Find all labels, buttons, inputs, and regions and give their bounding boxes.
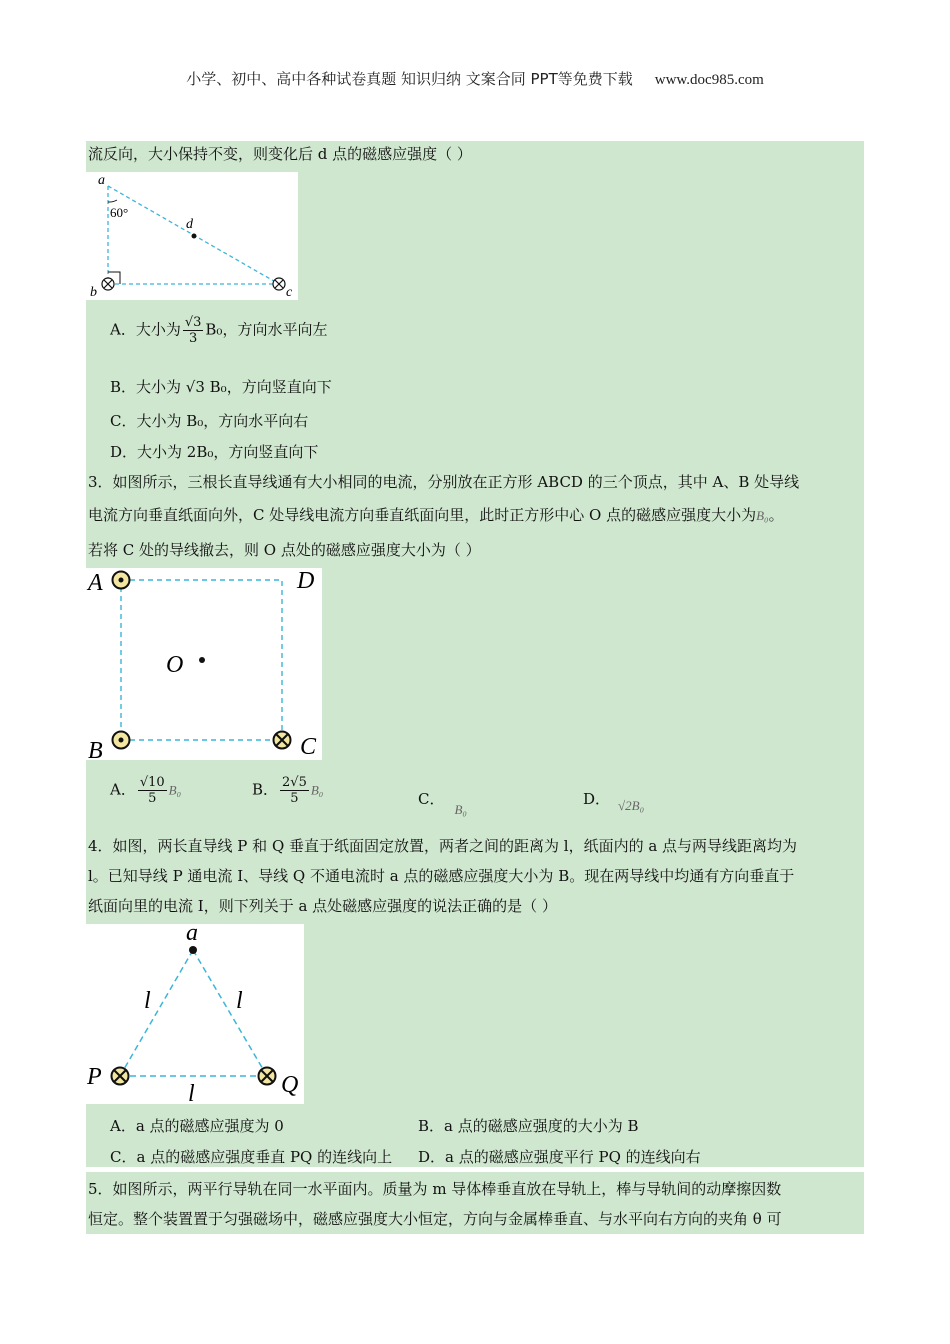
q2-option-a-denominator: 3 [188, 331, 198, 346]
q3-wire-c-into-page-icon [274, 732, 291, 749]
q3-option-a-numerator: √10 [139, 775, 165, 790]
q2-wire-b-into-page-icon [102, 278, 114, 290]
q4-label-l-right: l [236, 988, 243, 1014]
q4-label-a: a [186, 924, 198, 946]
q3-option-d-b0: √2B₀ [618, 798, 645, 813]
q2-option-a-tail: B₀，方向水平向左 [205, 320, 328, 339]
q3-option-b[interactable] [252, 775, 323, 806]
q4-line3: 纸面向里的电流 I，则下列关于 a 点处磁感应强度的说法正确的是（ ） [88, 897, 557, 915]
q2-option-a-numerator: √3 [184, 315, 202, 330]
q3-wire-b-out-of-page-icon [113, 732, 130, 749]
q4-label-q: Q [281, 1072, 299, 1098]
q3-option-a-label: A． [110, 780, 136, 799]
q3-option-b-numerator: 2√5 [282, 775, 307, 790]
q5-line2: 恒定。整个装置置于匀强磁场中，磁感应强度大小恒定，方向与金属棒垂直、与水平向右方向的夹角 θ 可 [88, 1210, 782, 1228]
q4-wire-q-into-page-icon [259, 1068, 276, 1085]
q2-point-d [192, 234, 197, 239]
q2-angle-arc [108, 200, 117, 202]
q3-option-d-label: D． [583, 790, 611, 808]
q4-figure-triangle [86, 924, 304, 1104]
q4-side-ap [120, 950, 193, 1076]
q3-line2 [88, 505, 784, 526]
q2-wire-c-into-page-icon [273, 278, 285, 290]
q2-option-a[interactable] [110, 315, 327, 346]
q2-option-c[interactable]: C．大小为 B₀，方向水平向右 [110, 412, 309, 430]
q3-option-a-b0: B₀ [168, 782, 182, 798]
q4-option-d[interactable]: D．a 点的磁感应强度平行 PQ 的连线向右 [418, 1148, 701, 1166]
q4-label-l-bottom: l [188, 1081, 195, 1104]
q3-option-a[interactable] [110, 775, 181, 806]
q3-option-a-denominator: 5 [148, 791, 157, 806]
q2-line1: 流反向，大小保持不变，则变化后 d 点的磁感应强度（ ） [88, 145, 472, 163]
q3-label-b: B [88, 738, 103, 760]
header-site-link[interactable]: www.doc985.com [654, 72, 764, 88]
q2-label-c: c [286, 285, 293, 300]
q3-option-b-fraction [280, 775, 309, 806]
q4-point-a [189, 946, 197, 954]
q3-option-b-denominator: 5 [290, 791, 299, 806]
q2-option-d[interactable]: D．大小为 2B₀，方向竖直向下 [110, 443, 319, 461]
q2-figure-triangle [86, 172, 298, 300]
q3-option-a-fraction [138, 775, 167, 806]
q4-label-l-left: l [144, 988, 151, 1014]
q3-label-o: O [166, 652, 184, 678]
q3-option-b-b0: B₀ [310, 782, 324, 798]
q3-option-b-label: B． [252, 780, 279, 799]
q5-line1: 5．如图所示，两平行导轨在同一水平面内。质量为 m 导体棒垂直放在导轨上，棒与导轨间的动摩擦因数 [88, 1180, 782, 1198]
q2-label-angle: 60° [110, 205, 129, 220]
q2-option-a-prefix: A．大小为 [110, 320, 181, 339]
q2-option-a-fraction [183, 315, 204, 346]
q4-line1: 4．如图，两长直导线 P 和 Q 垂直于纸面固定放置，两者之间的距离为 l，纸面内的 a 点与两导线距离均为 [88, 837, 798, 855]
q4-wire-p-into-page-icon [112, 1068, 129, 1085]
q3-label-a: A [88, 570, 103, 596]
q4-option-b[interactable]: B．a 点的磁感应强度的大小为 B [418, 1117, 639, 1135]
q3-line2-text: 电流方向垂直纸面向外，C 处导线电流方向垂直纸面向里，此时正方形中心 O 点的磁感应强度大小为 [88, 506, 757, 524]
q2-label-a: a [98, 173, 105, 188]
q2-option-b[interactable]: B．大小为 √3 B₀，方向竖直向下 [110, 378, 332, 396]
q3-line2-end: 。 [768, 506, 784, 524]
page-header [0, 68, 950, 89]
q3-label-d: D [297, 568, 315, 594]
header-text: 小学、初中、高中各种试卷真题 知识归纳 文案合同 PPT等免费下载 [186, 70, 633, 88]
q3-option-c[interactable] [418, 788, 467, 817]
q4-label-p: P [87, 1064, 102, 1090]
q3-wire-a-out-of-page-icon [113, 572, 130, 589]
q2-label-b: b [90, 285, 97, 300]
q3-label-c: C [300, 734, 317, 760]
q2-label-d: d [186, 217, 193, 232]
q3-line1: 3．如图所示，三根长直导线通有大小相同的电流，分别放在正方形 ABCD 的三个顶点，其中 A、B 处导线 [88, 473, 800, 491]
q3-point-o [199, 657, 205, 663]
q3-figure-square [86, 568, 322, 760]
q4-option-c[interactable]: C．a 点的磁感应强度垂直 PQ 的连线向上 [110, 1148, 393, 1166]
q3-line3: 若将 C 处的导线撤去，则 O 点处的磁感应强度大小为（ ） [88, 541, 481, 559]
q3-option-c-label: C． [418, 790, 445, 808]
q4-line2: l。已知导线 P 通电流 I、导线 Q 不通电流时 a 点的磁感应强度大小为 B。现在两导线中均通有方向垂直于 [88, 867, 795, 885]
q3-option-d[interactable] [583, 788, 645, 813]
q4-side-aq [193, 950, 267, 1076]
q4-option-a[interactable]: A．a 点的磁感应强度为 0 [110, 1117, 284, 1135]
q3-option-c-b0: B₀ [454, 802, 467, 817]
q3-line2-b0: B₀ [756, 508, 769, 523]
